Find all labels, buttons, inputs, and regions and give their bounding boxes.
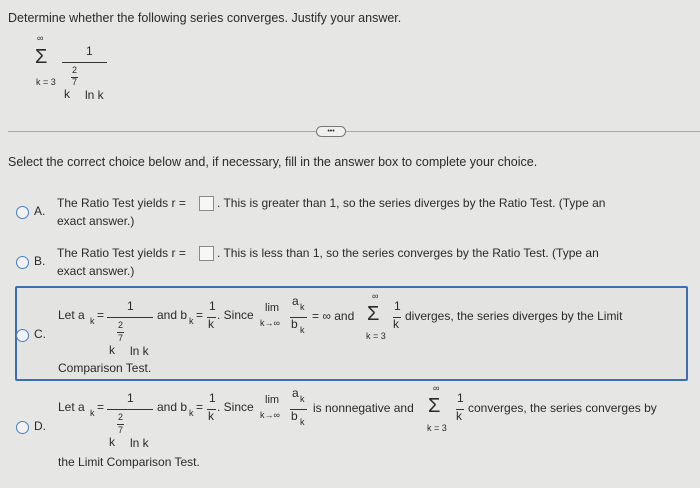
option-text: . This is greater than 1, so the series diverges by the Ratio Test. (Type an [217,196,606,210]
exp-numerator: 2 [118,320,124,330]
a-k: a [292,294,299,308]
radio-a[interactable] [16,206,29,219]
numerator: 1 [394,299,401,313]
equals: = [196,308,204,322]
a-k: a [292,386,299,400]
denominator: k [393,317,399,331]
exp-denominator: 7 [72,77,78,87]
subscript: k [90,408,95,418]
conclusion-text: diverges, the series diverges by the Limit [405,309,623,323]
option-text: exact answer.) [57,214,135,228]
base: k [109,343,115,357]
numerator: 1 [209,391,216,405]
subscript: k [189,408,194,418]
equals: = [97,400,105,414]
log-term: ln k [85,88,104,102]
numerator: 1 [127,391,134,405]
radio-b[interactable] [16,256,29,269]
sum-lower: k = 3 [366,331,386,341]
since-text: . Since [217,400,254,414]
numerator: 1 [127,299,134,313]
exp-numerator: 2 [118,412,124,422]
sum-lower: k = 3 [36,77,56,87]
sigma-symbol: Σ [428,395,441,417]
lim: lim [265,394,280,406]
option-letter: B. [34,254,46,268]
denominator: k [208,409,214,423]
option-text: . This is less than 1, so the series converges by the Ratio Test. (Type an [217,246,599,260]
numerator: 1 [457,391,464,405]
exp-denominator: 7 [118,425,124,435]
subscript: k [189,316,194,326]
sum-lower: k = 3 [427,423,447,433]
equals: = [196,400,204,414]
lim-sub: k→∞ [260,410,280,420]
sum-upper: ∞ [372,291,379,301]
conclusion-text-2: Comparison Test. [58,361,152,375]
option-letter: C. [34,327,46,341]
conclusion-text: converges, the series converges by [468,401,657,415]
divider [8,131,700,132]
log-term: ln k [130,436,149,450]
since-text: . Since [217,308,254,322]
denominator: k [456,409,462,423]
more-button[interactable]: ••• [316,126,346,137]
numerator: 1 [209,299,216,313]
sigma-symbol: Σ [367,303,380,325]
and-b-text: and b [157,308,188,322]
option-text: The Ratio Test yields r = [57,246,186,260]
equals: = [97,308,105,322]
radio-d[interactable] [16,421,29,434]
option-text: The Ratio Test yields r = [57,196,186,210]
nonnegative-and: is nonnegative and [313,401,414,415]
lim: lim [265,302,280,314]
sigma-symbol: Σ [35,46,48,68]
sum-upper: ∞ [433,383,440,393]
let-text: Let a [58,400,85,414]
b-k: b [291,317,298,331]
equals-infinity-and: = ∞ and [312,309,355,323]
question-title: Determine whether the following series converges. Justify your answer. [8,11,402,25]
option-letter: D. [34,419,46,433]
denominator: k [208,317,214,331]
answer-box-a[interactable] [199,196,214,211]
exp-denominator: 7 [118,333,124,343]
instruction: Select the correct choice below and, if necessary, fill in the answer box to complete your choice. [8,155,538,169]
option-letter: A. [34,204,46,218]
numerator: 1 [86,44,93,58]
subscript: k [90,316,95,326]
subscript: k [300,394,305,404]
base: k [64,87,70,101]
subscript: k [300,302,305,312]
sum-upper: ∞ [37,33,44,43]
base: k [109,435,115,449]
and-b-text: and b [157,400,188,414]
answer-box-b[interactable] [199,246,214,261]
lim-sub: k→∞ [260,318,280,328]
log-term: ln k [130,344,149,358]
conclusion-text-2: the Limit Comparison Test. [58,455,200,469]
subscript: k [300,417,305,427]
let-text: Let a [58,308,85,322]
subscript: k [300,325,305,335]
radio-c[interactable] [16,329,29,342]
b-k: b [291,409,298,423]
exp-numerator: 2 [72,65,78,75]
option-text: exact answer.) [57,264,135,278]
